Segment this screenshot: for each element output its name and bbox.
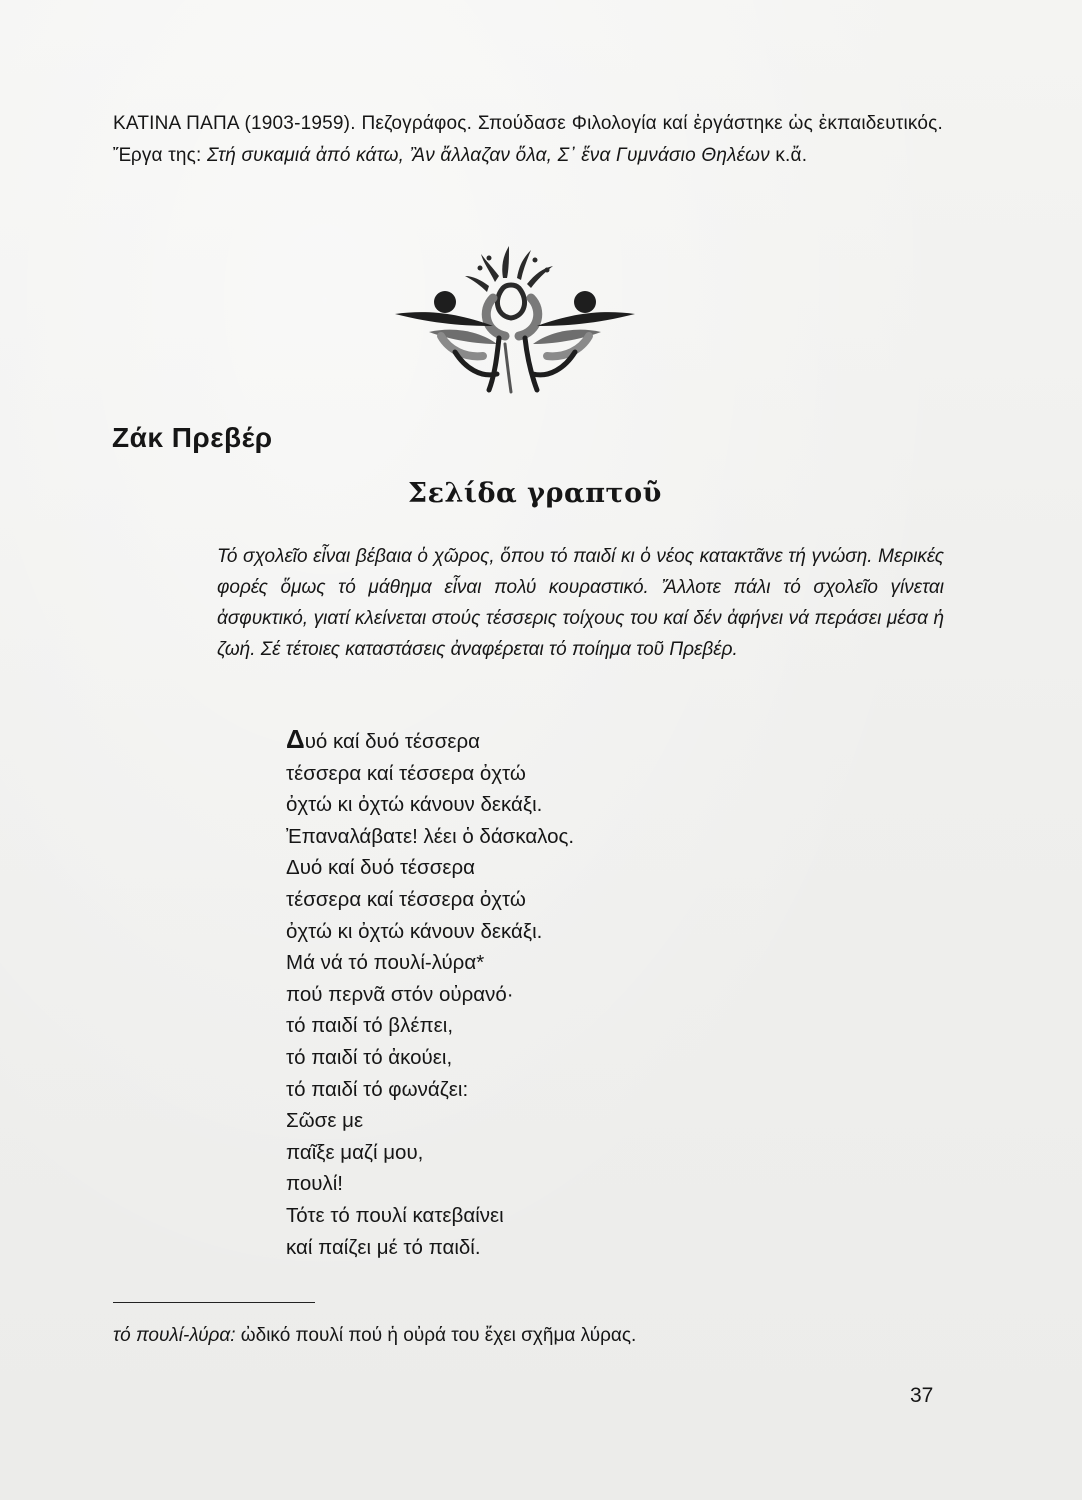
poem-line: Ἐπαναλάβατε! λέει ὁ δάσκαλος. — [286, 824, 575, 848]
poem-line: ὀχτώ κι ὀχτώ κάνουν δεκάξι. — [286, 919, 543, 943]
poem-line: τό παιδί τό φωνάζει: — [286, 1077, 469, 1101]
decorative-ornament-icon — [385, 240, 645, 400]
footnote-divider — [113, 1302, 315, 1303]
page-number: 37 — [910, 1384, 934, 1407]
author-heading: Ζάκ Πρεβέρ — [112, 422, 273, 453]
biography-tail: κ.ἄ. — [769, 145, 808, 166]
author-biography — [113, 108, 943, 172]
footnote-text: ὠδικό πουλί πού ἡ οὐρά του ἔχει σχῆμα λύρας. — [235, 1325, 637, 1346]
poem-introduction: Τό σχολεῖο εἶναι βέβαια ὁ χῶρος, ὅπου τό παιδί κι ὁ νέος κατακτᾶνε τή γνώση. Μερικές φορές ὅμως τό μάθημα εἶναι πολύ κουραστικό. Ἄλλοτε πάλι τό σχολεῖο γίνεται ἀσφυκτικό, γιατί κλείνεται στούς τέσσερις τοίχους του καί δέν ἀφήνει νά περάσει μέσα ἡ ζωή. Σέ τέτοιες καταστάσεις ἀναφέρεται τό ποίημα τοῦ Πρεβέρ. — [217, 546, 944, 660]
biography-works: Στή συκαμιά ἀπό κάτω, Ἂν ἄλλαζαν ὅλα, Σ᾽ ἕνα Γυμνάσιο Θηλέων — [207, 145, 770, 166]
footnote-term: τό πουλί-λύρα: — [113, 1325, 236, 1346]
poem-line: Μά νά τό πουλί-λύρα* — [286, 951, 485, 975]
poem-line: τό παιδί τό βλέπει, — [286, 1014, 454, 1038]
poem-initial-letter: Δ — [286, 724, 305, 754]
poem-line: Σῶσε με — [286, 1109, 364, 1133]
poem-line: Δυό καί δυό τέσσερα — [286, 856, 476, 880]
poem-line: τέσσερα καί τέσσερα ὀχτώ — [286, 887, 526, 911]
poem-line — [286, 724, 574, 758]
poem-line: τέσσερα καί τέσσερα ὀχτώ — [286, 761, 526, 785]
poem-line: Τότε τό πουλί κατεβαίνει — [286, 1203, 504, 1227]
poem-line: πού περνᾶ στόν οὐρανό· — [286, 982, 514, 1006]
poem-title: Σελίδα γραπτοῦ — [408, 478, 662, 509]
footnote — [113, 1321, 636, 1351]
poem-line: τό παιδί τό ἀκούει, — [286, 1045, 453, 1069]
poem-line: καί παίζει μέ τό παιδί. — [286, 1235, 481, 1259]
poem-line: ὀχτώ κι ὀχτώ κάνουν δεκάξι. — [286, 793, 543, 817]
poem-text — [286, 724, 574, 1263]
biography-text: ΚΑΤΙΝΑ ΠΑΠΑ (1903-1959). Πεζογράφος. Σπούδασε Φιλολογία καί ἐργάστηκε ὡς ἐκπαιδευτικός. Ἔργα της: — [113, 113, 943, 166]
poem-first-line-rest: υό καί δυό τέσσερα — [304, 730, 481, 753]
poem-line: πουλί! — [286, 1172, 343, 1196]
poem-line: παῖξε μαζί μου, — [286, 1140, 424, 1164]
